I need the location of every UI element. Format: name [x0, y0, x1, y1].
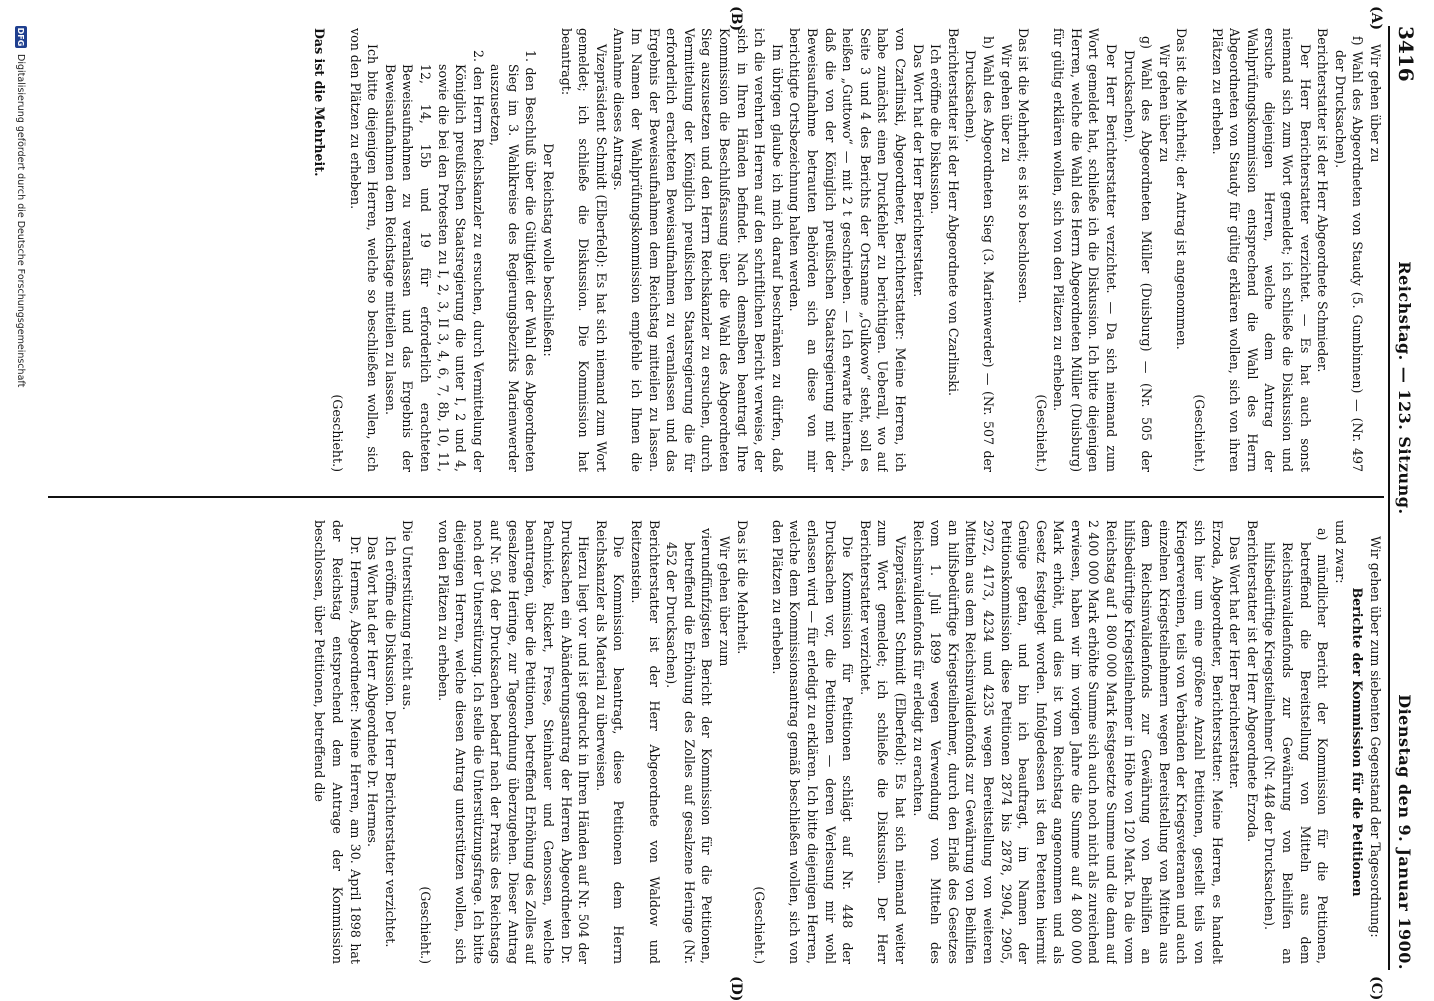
paragraph: (Geschieht.): [1033, 394, 1049, 472]
paragraph: Ich eröffne die Diskussion. Der Herr Berichterstatter verzichtet.: [382, 536, 398, 948]
footer: [10, 26, 32, 970]
paragraph: Die Unterstützung reicht aus.: [400, 520, 416, 711]
left-column: [48, 28, 1384, 472]
paragraph: von Czarlinski, Abgeordneter, Berichterstatter: Meine Herren, ich habe zunächst einen Druckfehler zu berichtigen. Ueberall, wo auf Seite 3 und 4 des Berichts der Ortsname „Gulkowo“ steht, soll es heißen „Guttowo“ — mit 2 t geschrieben. — Ich erwarte hiernach, daß die von der Königlich preußischen Staatsregierung mit der Beweisaufnahme betrauten Behörden sich an diese von mir berichtigte Ortsbezeichnung halten werden.: [787, 28, 908, 472]
paragraph: g) Wahl des Abgeordneten Müller (Duisburg) — (Nr. 505 der Drucksachen).: [1121, 36, 1155, 472]
page-number: 3416: [1394, 26, 1418, 82]
paragraph: und zwar:: [1332, 520, 1348, 584]
paragraph: Der Herr Berichterstatter verzichtet. — Da sich niemand zum Wort gemeldet hat, schließe ich die Diskussion. Ich bitte diejenigen Herren, welche die Wahl des Herrn Abgeordneten Müller (Duisburg) für gültig erklären wollen, sich von den Plätzen zu erheben.: [1051, 28, 1120, 472]
paragraph: Wir gehen über zu: [1368, 44, 1383, 163]
margin-mark-c: (C): [1368, 976, 1384, 1001]
paragraph: Das Wort hat der Herr Berichterstatter.: [1227, 536, 1243, 790]
paragraph: Die Kommission beantragt, diese Petitionen dem Herrn Reichskanzler als Material zu überweisen.: [593, 520, 627, 964]
paragraph: Wir gehen über zum siebenten Gegenstand der Tagesordnung:: [1368, 536, 1383, 938]
margin-mark-d: (D): [728, 976, 744, 1001]
paragraph: Berichterstatter ist der Herr Abgeordnete von Waldow und Reitzenstein.: [629, 520, 662, 964]
paragraph: Die Kommission für Petitionen schlägt auf Nr. 448 der Drucksachen vor, die Petitionen — deren Verlesung mir wohl erlassen wird — für erledigt zu erklären. Ich bitte diejenigen Herren, welche dem Kommissionsantrag gemäß beschließen wollen, sich von den Plätzen zu erheben.: [769, 520, 856, 964]
paragraph: (Geschieht.): [417, 886, 433, 964]
footer-text: Digitalisierung gefördert durch die Deutsche Forschungsgemeinschaft: [15, 54, 27, 388]
paragraph: h) Wahl des Abgeordneten Sieg (3. Marienwerder) — (Nr. 507 der Drucksachen).: [963, 36, 996, 472]
paragraph: (Geschieht.): [1192, 394, 1208, 472]
paragraph: Berichterstatter ist der Herr Abgeordnete von Czarlinski.: [945, 28, 961, 396]
page-header: [1388, 26, 1422, 970]
paragraph: Wir gehen über zu: [1156, 44, 1172, 163]
paragraph: Dr. Hermes, Abgeordneter: Meine Herren, am 30. April 1898 hat der Reichstag entsprechend dem Antrage der Kommission beschlossen, über Petitionen, betreffend die: [312, 520, 363, 964]
right-column: [48, 520, 1384, 964]
paragraph: Das ist die Mehrheit; der Antrag ist angenommen.: [1174, 28, 1190, 350]
column-divider: [48, 496, 1384, 498]
paragraph: (Geschieht.): [752, 886, 768, 964]
paragraph: Hierzu liegt vor und ist gedruckt in Ihren Händen auf Nr. 504 der Drucksachen ein Abänderungsantrag der Herren Abgeordneten Dr. Pachnicke, Rickert, Frese, Steinhauer und Genossen, welche beantragen, über die Petitionen, betreffend Erhöhung des Zolles auf gesalzene Heringe, zur Tagesordnung überzugehen. Dieser Antrag auf Nr. 504 der Drucksachen bedarf nach der Praxis des Reichstags noch der Unterstützung. Ich stelle die Unterstützungsfrage. Ich bitte diejenigen Herren, welche diesen Antrag unterstützen wollen, sich von den Plätzen zu erheben.: [435, 520, 592, 964]
paragraph: Das ist die Mehrheit.: [312, 28, 328, 177]
paragraph: Das Wort hat der Herr Abgeordnete Dr. Hermes.: [365, 536, 381, 847]
paragraph: Ich eröffne die Diskussion.: [928, 44, 944, 215]
session-title: Reichstag. — 123. Sitzung.: [1395, 261, 1414, 515]
paragraph: f) Wahl des Abgeordneten von Staudy (5. Gumbinnen) — (Nr. 497 der Drucksachen).: [1332, 36, 1366, 472]
paragraph: Das Wort hat der Herr Berichterstatter.: [910, 44, 926, 298]
paragraph: Im übrigen glaube ich mich darauf beschränken zu dürfen, daß ich die verehrten Herren auf den schriftlichen Bericht verweise, der sich in Ihren Händen befindet. Nach demselben beantragt Ihre Kommission die Beschlußfassung über die Wahl des Abgeordneten Sieg auszusetzen und den Herrn Reichskanzler zu ersuchen, durch Vermittelung der Königlich preußischen Staatsregierung die für erforderlich erachteten Beweisaufnahmen zu veranlassen und das Ergebnis der Beweisaufnahmen dem Reichstag mitteilen zu lassen. Im Namen der Wahlprüfungskommission empfehle ich Ihnen die Annahme dieses Antrags.: [611, 28, 785, 472]
paragraph: Das ist die Mehrheit; es ist so beschlossen.: [1016, 28, 1032, 304]
paragraph: Der Herr Berichterstatter verzichtet. — Es hat auch sonst niemand sich zum Wort gemeldet; ich schließe die Diskussion und ersuche diejenigen Herren, welche dem Antrag der Wahlprüfungskommission entsprechend die Wahl des Herrn Abgeordneten von Staudy für gültig erklären wollen, sich von ihren Plätzen zu erheben.: [1209, 28, 1313, 472]
paragraph: Berichte der Kommission für die Petitionen: [1350, 587, 1366, 897]
paragraph: Erzoda, Abgeordneter, Berichterstatter: Meine Herren, es handelt sich hier um eine größere Anzahl Petitionen, gestellt teils von Kriegervereinen, teils von Verbänden der Kriegsveteranen und auch einzelnen Kriegsteilnehmern wegen Bereitstellung von Mitteln aus dem Reichsinvalidenfonds zur Gewährung von Beihilfen an hilfsbedürftige Kriegsteilnehmer in Höhe von 120 Mark. Da die vom Reichstag auf 1 800 000 Mark festgesetzte Summe und die dann auf 2 400 000 Mark erhöhte Summe sich auch noch nicht als zureichend erwiesen, haben wir im vorigen Jahre die Summe auf 4 800 000 Mark erhöht, und dies ist vom Reichstag angenommen und als Gesetz festgelegt worden. Infolgedessen ist den Petenten hiermit Genüge getan, und bin ich beauftragt, im Namen der Petitionskommission diese Petitionen 2874 bis 2878, 2904, 2905, 2972, 4173, 4234 und 4235 wegen Bereitstellung von weiteren Mitteln aus dem Reichsinvalidenfonds zur Gewährung von Beihilfen an hilfsbedürftige Kriegsteilnehmer, durch den Erlaß des Gesetzes vom 1. Juli 1899 wegen Verwendung von Mitteln des Reichsinvalidenfonds für erledigt zu erachten.: [910, 520, 1225, 964]
paragraph: Berichterstatter ist der Herr Abgeordnete Schmieder.: [1315, 28, 1331, 373]
paragraph: Vizepräsident Schmidt (Elberfeld): Es hat sich niemand weiter zum Wort gemeldet; ich schließe die Diskussion. Der Herr Berichterstatter verzichtet.: [857, 520, 908, 964]
session-date: Dienstag den 9. Januar 1900.: [1395, 694, 1414, 970]
paragraph: Vizepräsident Schmidt (Elberfeld): Es hat sich niemand zum Wort gemeldet; ich schließe die Diskussion. Die Kommission hat beantragt:: [558, 28, 609, 472]
paragraph: Der Reichstag wolle beschließen:: [541, 143, 557, 357]
paragraph: a) mündlicher Bericht der Kommission für die Petitionen, betreffend die Bereitstellung von Mitteln aus dem Reichsinvalidenfonds zur Gewährung von Beihilfen an hilfsbedürftige Kriegsteilnehmer (Nr. 448 der Drucksachen).: [1262, 528, 1331, 964]
margin-mark-b: (B): [728, 6, 744, 32]
margin-mark-a: (A): [1368, 6, 1384, 31]
paragraph: Wir gehen über zu: [998, 44, 1014, 163]
paragraph: Ich bitte diejenigen Herren, welche so beschließen wollen, sich von den Plätzen zu erheben.: [347, 28, 381, 472]
dfg-logo: DFG: [16, 27, 26, 47]
paragraph: Wir gehen über zum: [717, 536, 733, 667]
paragraph: vierundfünfzigsten Bericht der Kommission für die Petitionen, betreffend die Erhöhung des Zolles auf gesalzene Heringe (Nr. 452 der Drucksachen).: [664, 528, 715, 964]
paragraph: Berichterstatter ist der Herr Abgeordnete Erzoda.: [1244, 520, 1260, 843]
paragraph: 2. den Herrn Reichskanzler zu ersuchen, durch Vermittelung der Königlich preußischen Staatsregierung die unter I, 2 und 4, sowie die bei den Protesten zu I, 2, 3, II 3, 4, 6, 7, 8b, 10, 11, 12, 14, 15b und 19 für erforderlich erachteten Beweisaufnahmen zu veranlassen und das Ergebnis der Beweisaufnahmen dem Reichstage mitteilen zu lassen.: [382, 50, 486, 472]
paragraph: Das ist die Mehrheit.: [734, 520, 750, 655]
paragraph: 1. den Beschluß über die Gültigkeit der Wahl des Abgeordneten Sieg im 3. Wahlkreise des Regierungsbezirks Marienwerder auszusetzen,: [488, 50, 539, 472]
paragraph: (Geschieht.): [329, 394, 345, 472]
